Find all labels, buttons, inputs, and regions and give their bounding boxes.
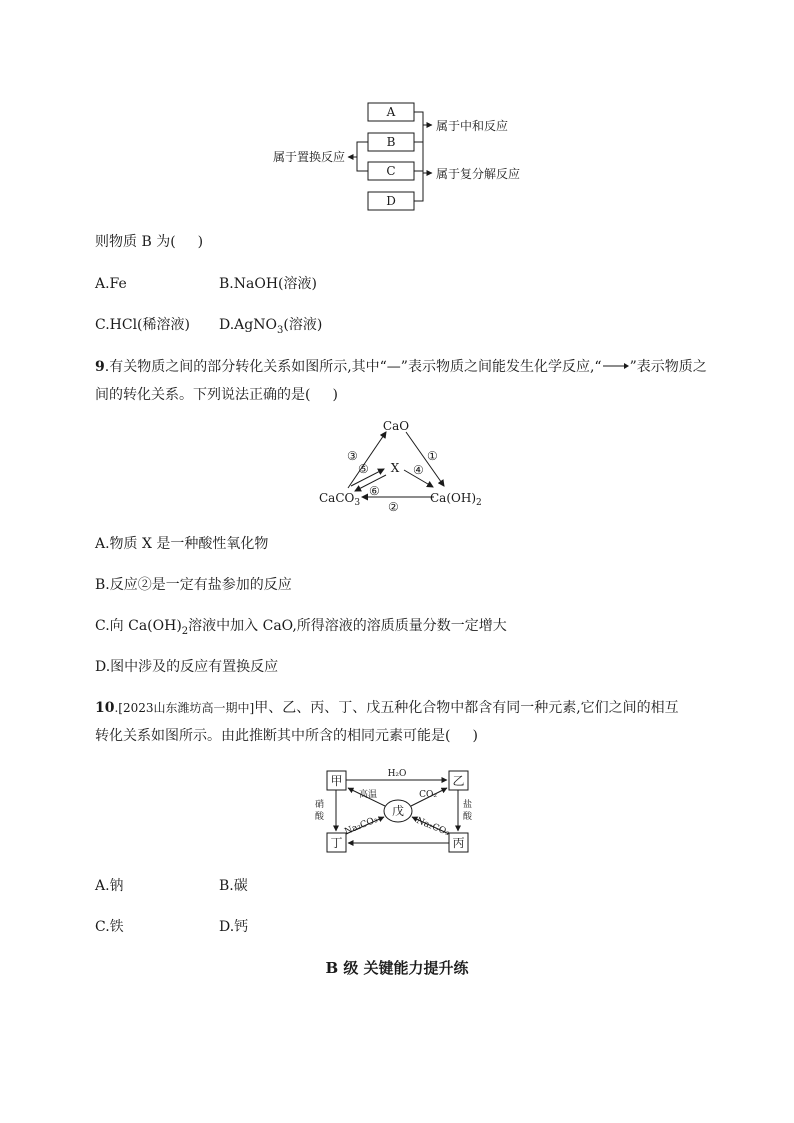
label-xiaosuan-1: 硝 (314, 800, 324, 810)
q9-option-b[interactable]: B.反应②是一定有盐参加的反应 (95, 577, 292, 593)
box-b-label: B (386, 135, 396, 149)
box-a-label: A (386, 105, 396, 119)
bracket-bc (348, 142, 368, 171)
label-gaowen: 高温 (358, 790, 378, 800)
mark-3: ③ (347, 449, 358, 463)
label-double-decomposition: 属于复分解反应 (436, 167, 521, 181)
q9-option-d[interactable]: D.图中涉及的反应有置换反应 (95, 659, 279, 675)
q9-option-c[interactable]: C.向 $Ca(OH)_2$溶液中加入 CaO,所得溶液的溶质质量分数一定增大 (95, 618, 507, 637)
label-yi: 乙 (452, 774, 465, 788)
mark-1: ① (427, 449, 438, 463)
mark-6: ⑥ (369, 484, 380, 498)
node-caco3: CaCO$_3$ (319, 491, 361, 508)
q10-stem-line1: 10.[2023山东潍坊高一期中]甲、乙、丙、丁、戊五种化合物中都含有同一种元素,它们之间的相互 (95, 700, 679, 716)
q8-option-b[interactable]: B.NaOH(溶液) (219, 276, 317, 292)
label-yansuan-2: 酸 (463, 812, 473, 822)
label-jia: 甲 (330, 774, 343, 788)
bracket-bd (414, 142, 432, 201)
q8-stem: 则物质 B 为( ) (95, 234, 204, 250)
arrow-1 (406, 432, 444, 486)
q9-conversion-diagram (0, 418, 794, 518)
mark-4: ④ (413, 463, 424, 477)
bracket-ab (414, 112, 432, 142)
q8-option-d[interactable]: D.AgNO$_3$(溶液) (219, 317, 323, 336)
q10-option-a[interactable]: A.钠 (95, 878, 124, 894)
q10-option-c[interactable]: C.铁 (95, 919, 124, 935)
node-caoh2: $Ca(OH)_2$ (430, 491, 482, 508)
q9-stem-line1: 9.有关物质之间的部分转化关系如图所示,其中“—”表示物质之间能发生化学反应,“ ”表示物质之 (95, 359, 707, 375)
label-h2o: H₂O (387, 769, 407, 779)
label-co2: CO₂ (419, 790, 437, 800)
label-xiaosuan-2: 酸 (314, 812, 324, 822)
label-wu: 戊 (391, 804, 405, 818)
label-displacement: 属于置换反应 (272, 150, 345, 164)
q8-reaction-diagram (0, 0, 794, 220)
q9-stem-line2: 间的转化关系。下列说法正确的是( ) (95, 387, 338, 403)
node-cao: CaO (382, 419, 410, 433)
q8-option-c[interactable]: C.HCl(稀溶液) (95, 317, 190, 333)
section-title: B 级 关键能力提升练 (325, 959, 469, 977)
box-d-label: D (386, 194, 396, 208)
mark-5: ⑤ (358, 462, 369, 476)
box-c-label: C (386, 164, 396, 178)
q10-option-b[interactable]: B.碳 (219, 878, 248, 894)
label-yansuan-1: 盐 (463, 800, 473, 810)
q8-option-a[interactable]: A.Fe (95, 276, 127, 292)
arrow-symbol (602, 357, 630, 377)
q10-option-d[interactable]: D.钙 (219, 919, 249, 935)
label-bing: 丙 (452, 836, 465, 850)
label-na2co3-left: Na₂CO₃ (343, 815, 380, 838)
q10-conversion-diagram (0, 763, 794, 853)
node-x: X (390, 461, 400, 475)
q9-option-a[interactable]: A.物质 X 是一种酸性氧化物 (95, 536, 269, 552)
q10-stem-line2: 转化关系如图所示。由此推断其中所含的相同元素可能是( ) (95, 728, 478, 744)
label-neutralization: 属于中和反应 (436, 119, 509, 133)
mark-2: ② (388, 500, 399, 514)
label-na2co3-right: Na₂CO₃ (414, 816, 451, 839)
label-ding: 丁 (330, 836, 343, 850)
